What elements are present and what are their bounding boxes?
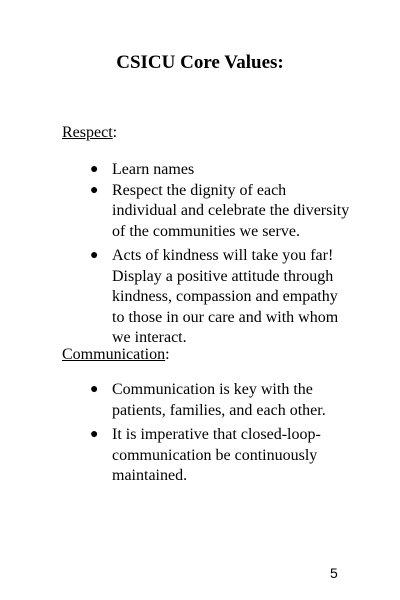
respect-bullet-list — [62, 160, 352, 349]
list-item — [62, 425, 352, 487]
list-item-text: Communication is key with the patients, families, and each other. — [112, 381, 326, 419]
bullet-icon: ● — [90, 382, 99, 397]
list-item-text: Respect the dignity of each individual and celebrate the diversity of the communities we serve. — [112, 181, 350, 240]
list-item — [62, 380, 352, 421]
heading-colon: : — [165, 346, 170, 363]
section-heading-respect — [62, 124, 117, 142]
section-heading-communication — [62, 346, 170, 364]
list-item — [62, 160, 352, 181]
bullet-icon: ● — [90, 182, 99, 198]
bullet-icon: ● — [90, 162, 99, 177]
bullet-icon: ● — [90, 427, 99, 442]
list-item-text: It is imperative that closed-loop-communication be continuously maintained. — [112, 426, 321, 484]
page-title: CSICU Core Values: — [116, 52, 284, 73]
page-number: 5 — [330, 565, 338, 581]
bullet-icon: ● — [90, 248, 99, 263]
list-item-text: Acts of kindness will take you far! Display a positive attitude through kindness, compassion and empathy to those in our care and with whom we interact. — [112, 247, 339, 346]
heading-colon: : — [112, 124, 118, 141]
list-item — [62, 246, 352, 349]
list-item — [62, 181, 352, 243]
section-heading-label: Respect — [62, 124, 113, 141]
section-heading-label: Communication — [62, 346, 166, 363]
communication-bullet-list — [62, 380, 352, 487]
list-item-text: Learn names — [112, 161, 195, 178]
